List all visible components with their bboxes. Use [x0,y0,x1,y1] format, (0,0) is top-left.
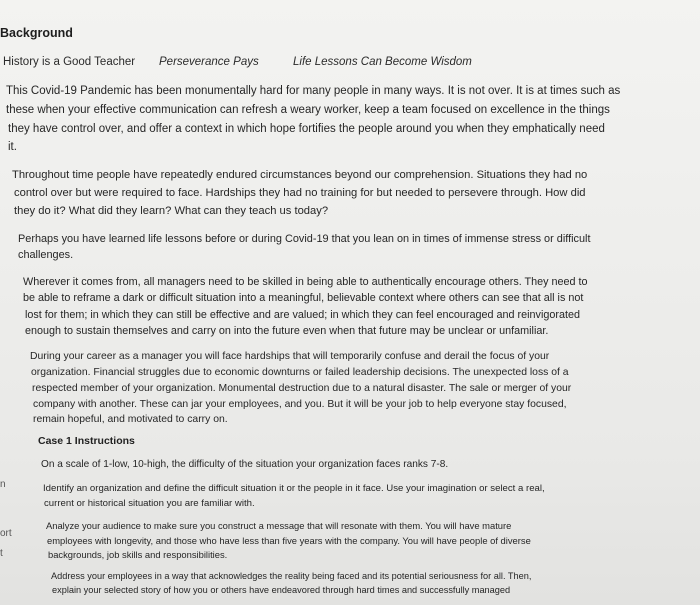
text-line: Wherever it comes from, all managers need to be skilled in being able to authentically encourage others. They need to [23,276,588,288]
text-line: they do it? What did they learn? What can they teach us today? [14,205,329,217]
text-line: remain hopeful, and motivated to carry on. [33,414,228,425]
text-line: organization. Financial struggles due to economic downturns or failed leadership decisions. The unexpected loss of a [31,367,569,378]
text-line: Analyze your audience to make sure you construct a message that will resonate with them. You will have mature [46,520,512,531]
text-line: they have control over, and offer a context in which hope fortifies the people around you when they emphatically need [8,123,605,135]
text-line: explain your selected story of how you or others have endeavored through hard times and successfully managed [52,585,511,595]
text-line: it. [8,141,17,153]
text-line: During your career as a manager you will face hardships that will temporarily confuse and derail the focus of your [30,351,550,362]
margin-fragment: t [0,548,3,559]
text-line: challenges. [18,249,74,261]
text-line: Throughout time people have repeatedly endured circumstances beyond our comprehension. Situations they had no [12,169,588,181]
text-line: these when your effective communication can refresh a weary worker, keep a team focused on excellence in the things [6,104,610,116]
case-instructions-heading: Case 1 Instructions [38,435,135,447]
margin-fragment: ort [0,528,12,539]
text-line: employees with longevity, and those who have less than five years with the company. You will have people of diverse [47,535,531,546]
tab-history[interactable]: History is a Good Teacher [3,56,136,68]
text-line: On a scale of 1-low, 10-high, the difficulty of the situation your organization faces ranks 7-8. [41,459,449,470]
text-line: enough to sustain themselves and carry on into the future even when that future may be unclear or unfamiliar. [25,325,549,337]
text-line: company with another. These can jar your employees, and you. But it will be your job to help everyone stay focused, [33,399,567,410]
text-line: Address your employees in a way that acknowledges the reality being faced and its potential seriousness for all. Then, [51,571,532,581]
text-line: Identify an organization and define the difficult situation it or the people in it face. Use your imagination or select a real, [43,483,545,494]
tab-perseverance[interactable]: Perseverance Pays [159,56,259,68]
text-line: backgrounds, job skills and responsibilities. [48,549,228,560]
tab-life-lessons[interactable]: Life Lessons Can Become Wisdom [293,56,472,68]
text-line: respected member of your organization. Monumental destruction due to a natural disaster. The sale or merger of your [32,383,572,394]
text-line: lost for them; in which they can still be effective and are valued; in which they can feel encouraged and reinvigorated [25,309,580,321]
text-line: This Covid-19 Pandemic has been monumentally hard for many people in many ways. It is not over. It is at times such as [6,85,621,97]
text-line: be able to reframe a dark or difficult situation into a meaningful, believable context where others can see that all is not [23,292,584,304]
text-line: Perhaps you have learned life lessons before or during Covid-19 that you lean on in times of immense stress or difficult [18,233,591,245]
text-line: current or historical situation you are familiar with. [44,498,255,509]
page-heading: Background [0,26,73,40]
margin-fragment: n [0,479,6,490]
text-line: control over but were required to face. Hardships they had no training for but needed to persevere through. How did [14,187,586,199]
